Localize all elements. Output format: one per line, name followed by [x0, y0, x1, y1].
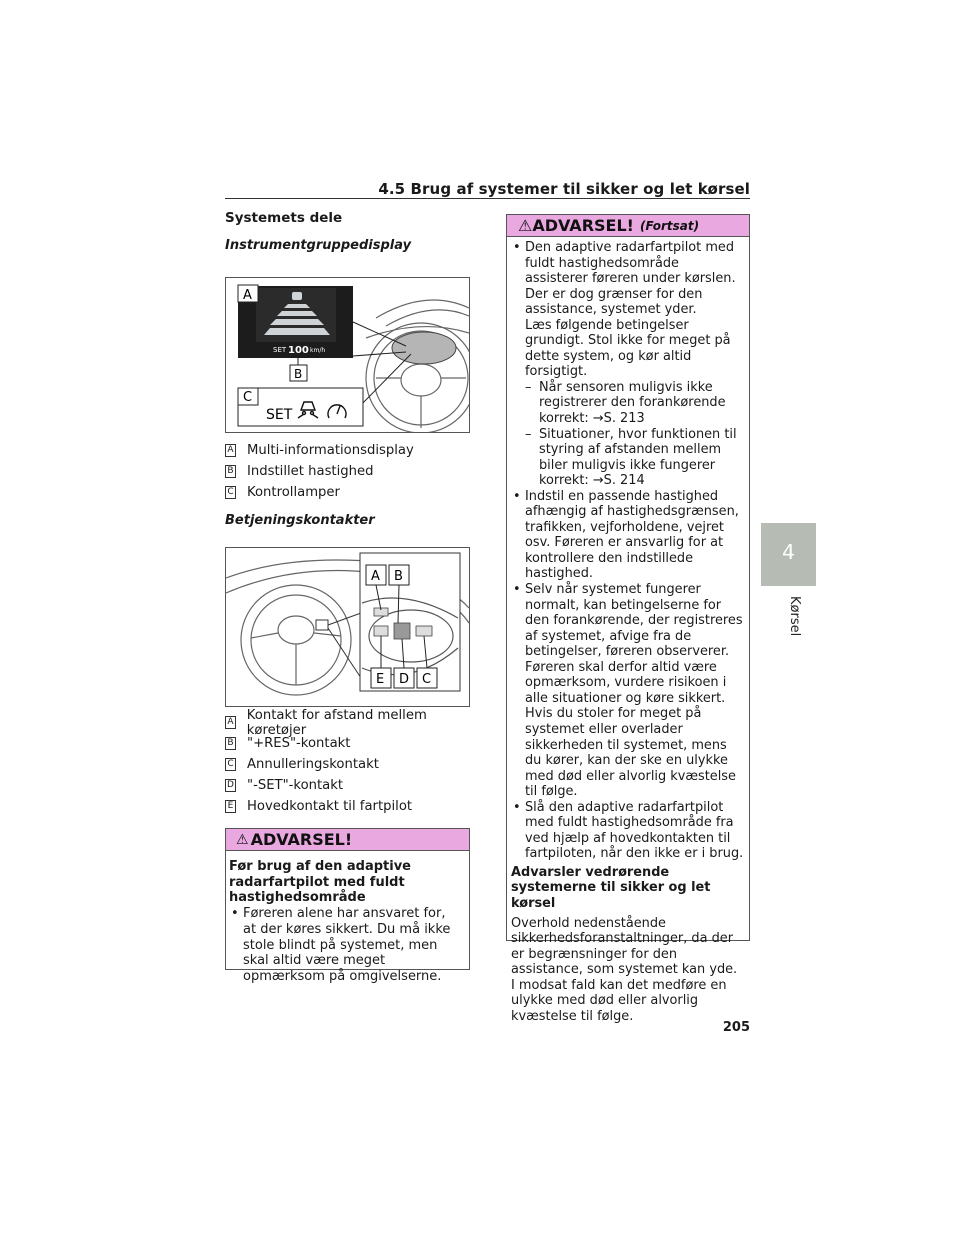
header-rule — [225, 198, 750, 199]
warning-bullet: • Den adaptive radarfartpilot med fuldt hastighedsområde assisterer føreren under kørslen. Der er dog grænser for den assistance, systemet yder. — [511, 240, 745, 318]
legend-key: A — [225, 444, 236, 457]
mid-speed: 100 — [288, 345, 309, 356]
legend-item — [225, 754, 485, 775]
instrument-subtitle: Instrumentgruppedisplay — [225, 238, 412, 253]
section-header: 4.5 Brug af systemer til sikker og let kørsel — [378, 180, 750, 198]
callout-b: B — [394, 569, 403, 584]
warning-paragraph: Overhold nedenstående sikkerhedsforanstaltninger, da der er begrænsninger for den assistance, som systemet kan yde. I modsat fald kan det medføre en ulykke med død eller alvorlig kvæstelse til følge. — [511, 915, 738, 1024]
legend-key: A — [225, 716, 236, 729]
set-indicator: SET — [266, 407, 293, 423]
instrument-figure — [225, 277, 470, 433]
legend-text: "-SET"-kontakt — [247, 778, 344, 793]
legend-text: Kontrollamper — [247, 485, 340, 500]
page-number: 205 — [722, 1020, 750, 1035]
callout-c: C — [243, 390, 253, 405]
warning-bullet: • Selv når systemet fungerer normalt, kan betingelserne for den forankørende, der registreres af systemet, afvige fra de betingelser, føreren observerer. Føreren skal derfor altid være opmærksom, vurdere risikoen i alle situationer og køre sikkert. Hvis du stoler for meget på systemet eller overlader sikkerheden til systemet, mens du kører, kan der ske en ulykke med død eller alvorlig kvæstelse til følge. — [511, 582, 745, 800]
callout-c: C — [422, 672, 432, 687]
controls-illustration — [226, 548, 469, 706]
legend-text: "+RES"-kontakt — [247, 736, 351, 751]
legend-item — [225, 440, 485, 461]
instrument-legend — [225, 440, 485, 503]
callout-b: B — [294, 367, 303, 381]
controls-subtitle: Betjeningskontakter — [225, 513, 375, 528]
warning-bullet: • Indstil en passende hastighed afhængig af hastighedsgrænsen, trafikken, vejforholdene, vejret osv. Føreren er ansvarlig for at kontrollere den indstillede hastighed. — [511, 489, 745, 582]
warning-dash-item: – Når sensoren muligvis ikke registrerer den forankørende korrekt: →S. 213 — [525, 379, 726, 427]
legend-key: D — [225, 779, 236, 792]
callout-e: E — [376, 672, 385, 687]
instrument-illustration — [226, 278, 469, 432]
legend-item — [225, 461, 485, 482]
dash-text: Når sensoren muligvis ikke registrerer den forankørende korrekt: →S. 213 — [539, 379, 726, 427]
warning-subheading: Advarsler vedrørende systemerne til sikker og let kørsel — [511, 864, 711, 911]
legend-text: Hovedkontakt til fartpilot — [247, 799, 413, 814]
legend-key: C — [225, 486, 236, 499]
warning-box — [225, 828, 470, 984]
warning-heading: Før brug af den adaptive radarfartpilot med fuldt hastighedsområde — [229, 859, 411, 906]
warning-continued-box — [506, 214, 750, 1024]
legend-key: E — [225, 800, 236, 813]
dash-text: Situationer, hvor funktionen til styring af afstanden mellem biler muligvis ikke fungerer korrekt: →S. 214 — [539, 426, 737, 489]
legend-item — [225, 707, 485, 738]
warning-continued-header — [507, 215, 749, 237]
controls-legend — [225, 707, 485, 817]
legend-text: Indstillet hastighed — [247, 464, 374, 479]
mid-unit: km/h — [310, 347, 326, 354]
legend-key: B — [225, 465, 236, 478]
chapter-number: 4 — [782, 540, 795, 564]
controls-figure — [225, 547, 470, 707]
chapter-label: Kørsel — [787, 595, 802, 637]
legend-text: Multi-informationsdisplay — [247, 443, 414, 458]
meter-highlight — [392, 332, 456, 364]
legend-item — [225, 775, 485, 796]
warning-continued-label: (Fortsat) — [639, 218, 700, 233]
warning-title: ADVARSEL! — [250, 830, 353, 849]
warning-bullet: • Føreren alene har ansvaret for, at der køres sikkert. Du må ikke stole blindt på systemet, men skal altid være meget opmærksom på omgivelserne. — [229, 906, 461, 985]
legend-item — [225, 482, 485, 503]
section-title: Systemets dele — [225, 210, 343, 226]
warning-bullet: • Slå den adaptive radarfartpilot med fuldt hastighedsområde fra ved hjælp af hovedkontakten til fartpiloten, når den ikke er i brug. — [511, 800, 745, 862]
legend-text: Kontakt for afstand mellem køretøjer — [246, 707, 427, 738]
warning-triangle-icon: ⚠ — [236, 831, 249, 848]
warning-continued-title: ADVARSEL! — [532, 216, 634, 235]
warning-dash-item: – Situationer, hvor funktionen til styring af afstanden mellem biler muligvis ikke fungerer korrekt: →S. 214 — [525, 426, 737, 489]
legend-key: C — [225, 758, 236, 771]
callout-a: A — [243, 288, 252, 303]
legend-item — [225, 796, 485, 817]
mid-set-label: SET — [273, 346, 287, 354]
legend-key: B — [225, 737, 236, 750]
callout-d: D — [399, 672, 410, 687]
legend-text: Annulleringskontakt — [247, 757, 379, 772]
callout-a: A — [371, 569, 380, 584]
warning-bullet-continuation: Læs følgende betingelser grundigt. Stol ikke for meget på dette system, og kør altid forsigtigt. — [525, 317, 731, 380]
warning-triangle-icon: ⚠ — [518, 216, 533, 235]
warning-header — [226, 829, 469, 851]
